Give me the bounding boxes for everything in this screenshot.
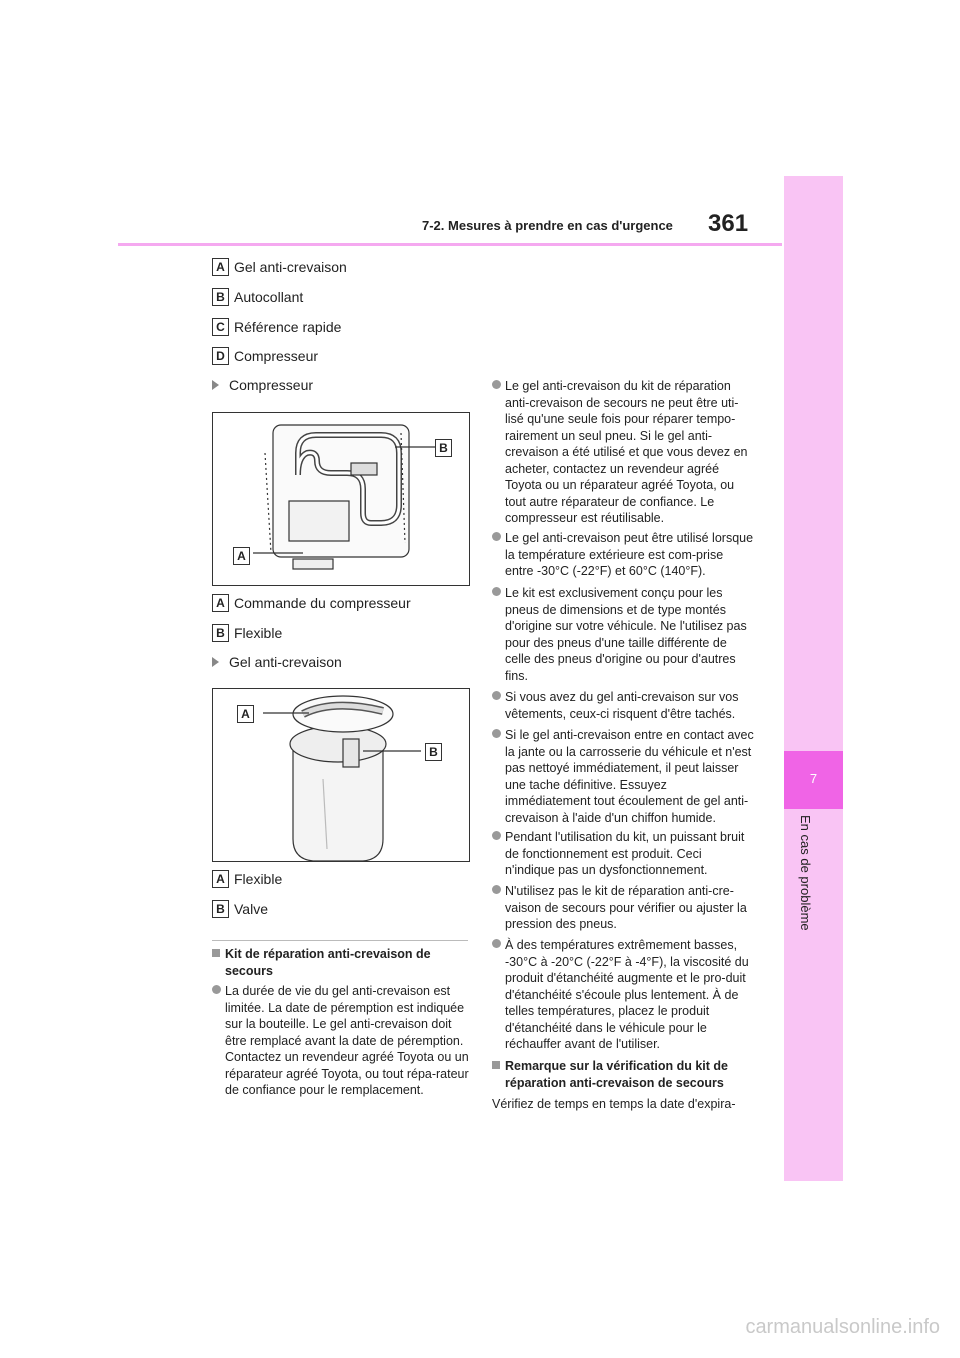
- label-badge: B: [212, 288, 229, 306]
- chapter-side-tab: [784, 176, 843, 1181]
- square-bullet-icon: [492, 1061, 500, 1069]
- label-badge: C: [212, 318, 229, 336]
- circle-bullet-icon: [492, 587, 501, 596]
- legend-text: Commande du compresseur: [234, 595, 411, 611]
- bullet-item: Pendant l'utilisation du kit, un puissant bruit de fonctionnement est produit. Ceci n'indique pas un dysfonctionnement.: [492, 829, 754, 879]
- circle-bullet-icon: [492, 691, 501, 700]
- legend-text: Gel anti-crevaison: [234, 259, 347, 275]
- bullet-item: Le kit est exclusivement conçu pour les pneus de dimensions et de type montés d'origine sur votre véhicule. Ne l'utilisez pas pour des pneus d'une taille différente de celle des pneus d'origine ou pour d'autres fins.: [492, 585, 754, 684]
- section-title: 7-2. Mesures à prendre en cas d'urgence: [422, 218, 673, 233]
- legend-text: Flexible: [234, 871, 283, 887]
- square-bullet-icon: [212, 949, 220, 957]
- gel-figure: [212, 688, 470, 862]
- header-rule: [118, 243, 782, 246]
- bullet-item: Si vous avez du gel anti-crevaison sur vos vêtements, ceux-ci risquent d'être tachés.: [492, 689, 754, 722]
- chapter-number-box: [784, 751, 843, 809]
- bullet-item: Si le gel anti-crevaison entre en contact avec la jante ou la carrosserie du véhicule et n'est pas nettoyé immédiatement, il peut laisser une tache définitive. Essuyez immédiatement tout écoulement de gel anti-crevaison à l'aide d'un chiffon humide.: [492, 727, 754, 826]
- bullet-item: N'utilisez pas le kit de réparation anti-cre-vaison de secours pour vérifier ou ajuster la pression des pneus.: [492, 883, 754, 933]
- label-badge: A: [212, 870, 229, 888]
- circle-bullet-icon: [212, 985, 221, 994]
- bullet-item: Le gel anti-crevaison du kit de réparation anti-crevaison de secours ne peut être uti-lisé qu'une seule fois pour réparer tempo-rairement un seul pneu. Si le gel anti-crevaison a été utilisé et que vous devez en acheter, contactez un revendeur agréé Toyota ou un réparateur agréé Toyota, ou tout autre réparateur de confiance. Le compresseur est réutilisable.: [492, 378, 754, 527]
- legend-text: Flexible: [234, 625, 283, 641]
- compressor-illustration: [213, 413, 469, 585]
- page-number: 361: [708, 210, 749, 237]
- bullet-item: Le gel anti-crevaison peut être utilisé lorsque la température extérieure est com-prise entre -30°C (-22°F) et 60°C (140°F).: [492, 530, 754, 580]
- note-heading: Kit de réparation anti-crevaison de secours: [212, 946, 468, 979]
- figure-label: A: [233, 547, 250, 565]
- figure-label: B: [435, 439, 452, 457]
- compressor-figure: [212, 412, 470, 586]
- circle-bullet-icon: [492, 532, 501, 541]
- label-badge: D: [212, 347, 229, 365]
- label-badge: B: [212, 900, 229, 918]
- watermark: carmanualsonline.info: [745, 1316, 940, 1338]
- note-text: Vérifiez de temps en temps la date d'expira-: [492, 1097, 736, 1111]
- circle-bullet-icon: [492, 939, 501, 948]
- circle-bullet-icon: [492, 729, 501, 738]
- bullet-item: La durée de vie du gel anti-crevaison est limitée. La date de péremption est indiquée sur la bouteille. Le gel anti-crevaison doit être remplacé avant la date de péremption. Contactez un revendeur agréé Toyota ou un réparateur agréé Toyota, ou tout répa-rateur de confiance pour le remplacement.: [212, 983, 470, 1099]
- figure-label: B: [425, 743, 442, 761]
- triangle-bullet-icon: [212, 380, 219, 390]
- legend-text: Autocollant: [234, 289, 304, 305]
- chapter-label: En cas de problème: [798, 815, 813, 931]
- legend-text: Compresseur: [234, 348, 319, 364]
- label-badge: A: [212, 594, 229, 612]
- compressor-heading: Compresseur: [212, 377, 313, 393]
- triangle-bullet-icon: [212, 657, 219, 667]
- circle-bullet-icon: [492, 380, 501, 389]
- label-badge: A: [212, 258, 229, 276]
- circle-bullet-icon: [492, 885, 501, 894]
- legend-text: Valve: [234, 901, 268, 917]
- section-divider: [212, 940, 468, 941]
- note-heading: Remarque sur la vérification du kit de réparation anti-crevaison de secours: [492, 1058, 754, 1091]
- chapter-number: 7: [809, 771, 818, 786]
- gel-heading: Gel anti-crevaison: [212, 654, 342, 670]
- bullet-item: À des températures extrêmement basses, -30°C à -20°C (-22°F à -4°F), la viscosité du produit d'étanchéité augmente et le pro-duit d'étanchéité s'écoule plus lentement. À de telles températures, placez le produit d'étanchéité dans le véhicule pour le réchauffer avant de l'utiliser.: [492, 937, 754, 1053]
- legend-text: Référence rapide: [234, 319, 342, 335]
- figure-label: A: [237, 705, 254, 723]
- circle-bullet-icon: [492, 831, 501, 840]
- label-badge: B: [212, 624, 229, 642]
